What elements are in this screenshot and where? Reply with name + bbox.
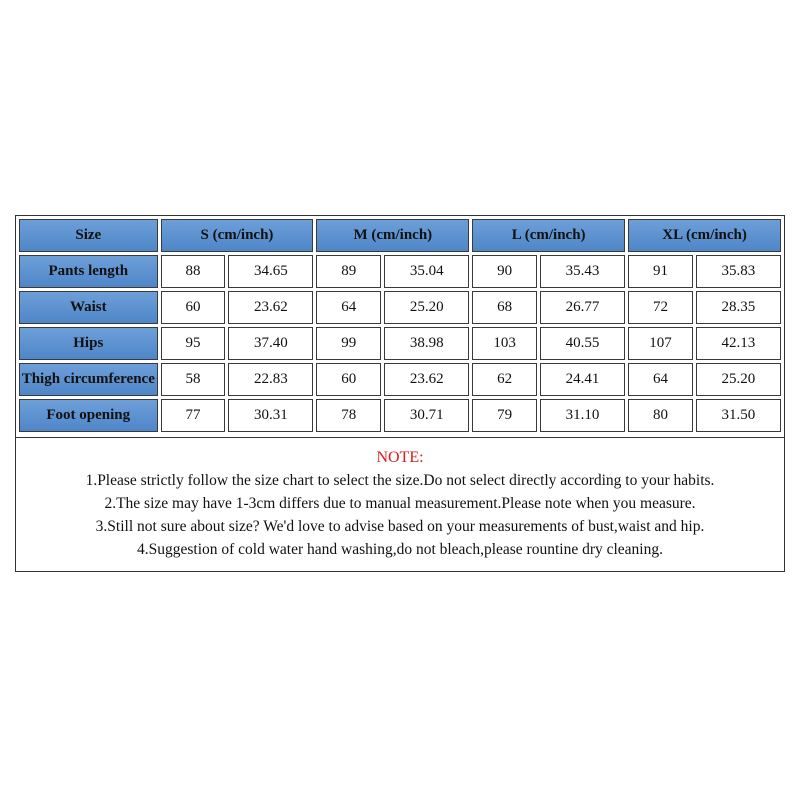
table-body — [19, 255, 781, 432]
cell-inch: 31.50 — [696, 399, 781, 432]
cell-inch: 30.31 — [228, 399, 313, 432]
cell-inch: 42.13 — [696, 327, 781, 360]
cell-inch: 30.71 — [384, 399, 469, 432]
cell-cm: 91 — [628, 255, 693, 288]
cell-cm: 68 — [472, 291, 537, 324]
cell-cm: 79 — [472, 399, 537, 432]
table-row — [19, 255, 781, 288]
cell-inch: 34.65 — [228, 255, 313, 288]
cell-cm: 60 — [161, 291, 226, 324]
header-s: S (cm/inch) — [161, 219, 314, 252]
header-m: M (cm/inch) — [316, 219, 469, 252]
cell-cm: 64 — [316, 291, 381, 324]
cell-cm: 95 — [161, 327, 226, 360]
note-item: 3.Still not sure about size? We'd love to advise based on your measurements of bust,waist and hip. — [95, 518, 705, 535]
row-label: Foot opening — [19, 399, 158, 432]
note-item: 2.The size may have 1-3cm differs due to manual measurement.Please note when you measure. — [104, 495, 696, 512]
cell-inch: 35.43 — [540, 255, 625, 288]
header-size: Size — [19, 219, 158, 252]
table-row — [19, 363, 781, 396]
row-label: Hips — [19, 327, 158, 360]
row-label: Waist — [19, 291, 158, 324]
cell-cm: 72 — [628, 291, 693, 324]
table-row — [19, 327, 781, 360]
note-item: 4.Suggestion of cold water hand washing,do not bleach,please rountine dry cleaning. — [136, 541, 663, 558]
header-xl: XL (cm/inch) — [628, 219, 781, 252]
cell-inch: 26.77 — [540, 291, 625, 324]
size-chart — [15, 215, 785, 572]
note-title: NOTE: — [376, 449, 424, 466]
cell-cm: 77 — [161, 399, 226, 432]
cell-cm: 89 — [316, 255, 381, 288]
cell-inch: 25.20 — [696, 363, 781, 396]
cell-inch: 28.35 — [696, 291, 781, 324]
cell-cm: 90 — [472, 255, 537, 288]
cell-inch: 35.83 — [696, 255, 781, 288]
size-table — [16, 216, 784, 435]
cell-inch: 31.10 — [540, 399, 625, 432]
cell-inch: 38.98 — [384, 327, 469, 360]
cell-cm: 103 — [472, 327, 537, 360]
cell-cm: 107 — [628, 327, 693, 360]
table-row — [19, 399, 781, 432]
cell-inch: 40.55 — [540, 327, 625, 360]
notes-section — [16, 437, 784, 571]
table-row — [19, 291, 781, 324]
cell-inch: 23.62 — [228, 291, 313, 324]
cell-cm: 80 — [628, 399, 693, 432]
row-label: Thigh circumference — [19, 363, 158, 396]
note-item: 1.Please strictly follow the size chart to select the size.Do not select directly according to your habits. — [85, 472, 715, 489]
cell-cm: 60 — [316, 363, 381, 396]
cell-inch: 24.41 — [540, 363, 625, 396]
row-label: Pants length — [19, 255, 158, 288]
cell-inch: 23.62 — [384, 363, 469, 396]
table-header-row — [19, 219, 781, 252]
cell-cm: 88 — [161, 255, 226, 288]
header-l: L (cm/inch) — [472, 219, 625, 252]
cell-cm: 58 — [161, 363, 226, 396]
cell-inch: 25.20 — [384, 291, 469, 324]
cell-inch: 37.40 — [228, 327, 313, 360]
cell-cm: 62 — [472, 363, 537, 396]
cell-inch: 35.04 — [384, 255, 469, 288]
cell-cm: 78 — [316, 399, 381, 432]
cell-cm: 99 — [316, 327, 381, 360]
cell-inch: 22.83 — [228, 363, 313, 396]
cell-cm: 64 — [628, 363, 693, 396]
